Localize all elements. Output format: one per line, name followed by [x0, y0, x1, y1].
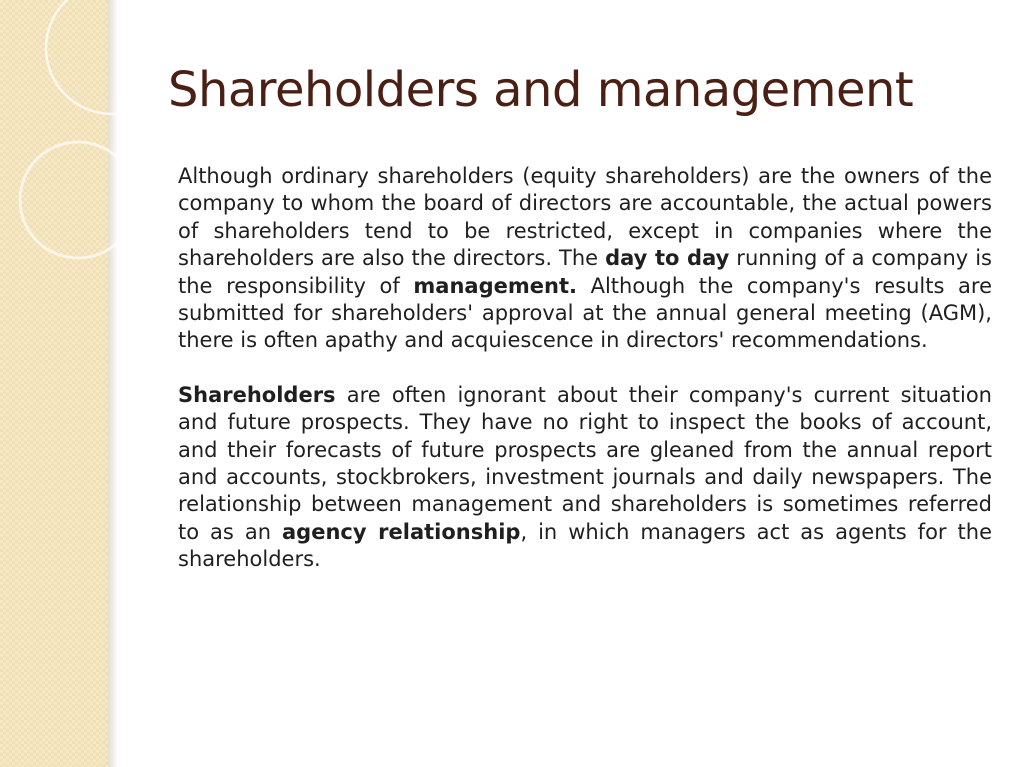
- paragraph-1-run-3: running of a company is the responsibility of: [178, 246, 992, 298]
- paragraph-2-run-2: are often ignorant about their company's current situation and future prospects. They have no right to inspect the books of account, and their forecasts of future prospects are gleaned from the annual report and accounts, stockbrokers, investment journals and daily newspapers. The relationship between management and shareholders is sometimes referred to as an: [178, 382, 992, 544]
- decorative-circles: [0, 0, 140, 300]
- slide-title: Shareholders and management: [168, 62, 914, 118]
- slide-body: [178, 163, 992, 574]
- decorative-circle-small: [20, 142, 136, 258]
- paragraph-1: [178, 163, 992, 355]
- paragraph-2-bold-agency-relationship: agency relationship: [282, 519, 521, 544]
- paragraph-1-run-5: Although the company's results are submitted for shareholders' approval at the annual general meeting (AGM), there is often apathy and acquiescence in directors' recommendations.: [178, 273, 992, 353]
- decorative-circle-large: [46, 0, 140, 114]
- paragraph-1-bold-management: management.: [413, 273, 577, 298]
- paragraph-2-run-4: , in which managers act as agents for the shareholders.: [178, 519, 992, 572]
- paragraph-1-run-1: Although ordinary shareholders (equity shareholders) are the owners of the company to whom the board of directors are accountable, the actual powers of shareholders tend to be restricted, except in companies where the shareholders are also the directors. The: [178, 164, 992, 271]
- paragraph-2: [178, 382, 992, 574]
- paragraph-1-bold-day-to-day: day to day: [605, 246, 730, 271]
- paragraph-2-bold-shareholders: Shareholders: [178, 382, 336, 407]
